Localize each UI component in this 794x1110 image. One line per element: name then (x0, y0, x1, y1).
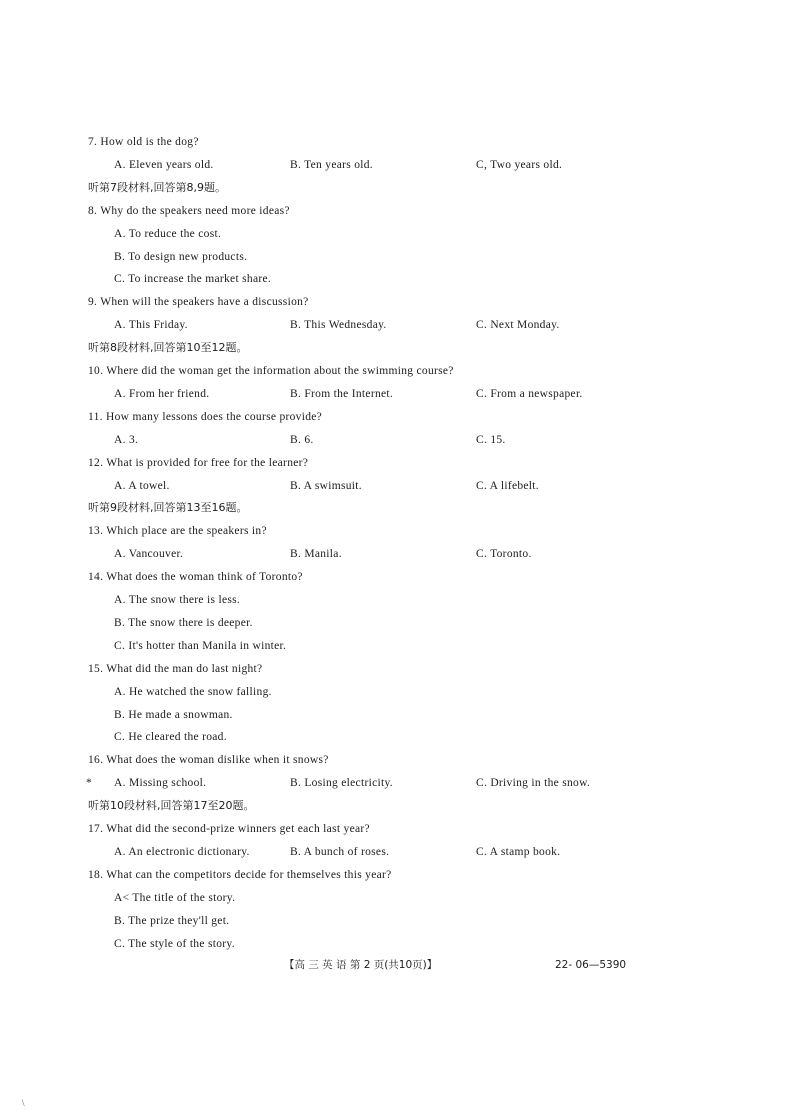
question-stem: 18. What can the competitors decide for themselves this year? (88, 869, 392, 881)
question-stem: 17. What did the second-prize winners get each last year? (88, 823, 370, 835)
answer-option: C. The style of the story. (114, 938, 235, 950)
answer-option-c: C, Two years old. (476, 159, 563, 171)
page-footer-label: 【高 三 英 语 第 2 页(共10页)】 (284, 959, 438, 971)
answer-option-a: A. This Friday. (114, 319, 188, 331)
answer-option-a: A. A towel. (114, 480, 170, 492)
question-stem: 7. How old is the dog? (88, 136, 199, 148)
answer-option-b: B. A swimsuit. (290, 480, 362, 492)
question-stem: 10. Where did the woman get the information about the swimming course? (88, 365, 454, 377)
answer-option-b: B. A bunch of roses. (290, 846, 390, 858)
section-instruction: 听第7段材料,回答第8,9题。 (88, 181, 226, 194)
section-instruction: 听第8段材料,回答第10至12题。 (88, 341, 248, 354)
answer-option: A< The title of the story. (114, 892, 236, 904)
answer-option: B. He made a snowman. (114, 709, 233, 721)
answer-option-a: A. 3. (114, 434, 139, 446)
paper-code: 22- 06—5390 (555, 959, 627, 971)
answer-option-a: A. Missing school. (114, 777, 207, 789)
question-stem: 11. How many lessons does the course provide? (88, 411, 323, 423)
answer-option-a: A. Vancouver. (114, 548, 184, 560)
answer-option-c: C. A lifebelt. (476, 480, 539, 492)
answer-option-a: A. An electronic dictionary. (114, 846, 250, 858)
section-instruction: 听第10段材料,回答第17至20题。 (88, 799, 255, 812)
answer-option-c: C. Next Monday. (476, 319, 560, 331)
answer-option-c: C. A stamp book. (476, 846, 561, 858)
question-stem: 15. What did the man do last night? (88, 663, 263, 675)
answer-option: A. The snow there is less. (114, 594, 241, 606)
answer-option-b: B. Manila. (290, 548, 342, 560)
corner-mark: \ (22, 1098, 25, 1108)
answer-option-b: B. Losing electricity. (290, 777, 393, 789)
answer-option: B. The snow there is deeper. (114, 617, 253, 629)
answer-option: A. To reduce the cost. (114, 228, 222, 240)
question-stem: 16. What does the woman dislike when it snows? (88, 754, 329, 766)
answer-option: B. To design new products. (114, 251, 248, 263)
answer-option: C. It's hotter than Manila in winter. (114, 640, 287, 652)
answer-option-a: A. Eleven years old. (114, 159, 214, 171)
answer-option-c: C. Driving in the snow. (476, 777, 591, 789)
answer-option-c: C. Toronto. (476, 548, 532, 560)
answer-option: A. He watched the snow falling. (114, 686, 272, 698)
answer-option-b: B. This Wednesday. (290, 319, 387, 331)
question-stem: 8. Why do the speakers need more ideas? (88, 205, 290, 217)
answer-option-a: A. From her friend. (114, 388, 210, 400)
question-stem: 13. Which place are the speakers in? (88, 525, 267, 537)
section-instruction: 听第9段材料,回答第13至16题。 (88, 501, 248, 514)
answer-option-c: C. 15. (476, 434, 506, 446)
answer-option: C. He cleared the road. (114, 731, 227, 743)
answer-option-b: B. From the Internet. (290, 388, 394, 400)
question-stem: 12. What is provided for free for the learner? (88, 457, 309, 469)
question-stem: 14. What does the woman think of Toronto? (88, 571, 303, 583)
answer-option-b: B. Ten years old. (290, 159, 373, 171)
answer-option: B. The prize they'll get. (114, 915, 230, 927)
answer-option: C. To increase the market share. (114, 273, 272, 285)
question-stem: 9. When will the speakers have a discussion? (88, 296, 309, 308)
answer-option-b: B. 6. (290, 434, 314, 446)
margin-mark: * (86, 777, 93, 789)
answer-option-c: C. From a newspaper. (476, 388, 583, 400)
